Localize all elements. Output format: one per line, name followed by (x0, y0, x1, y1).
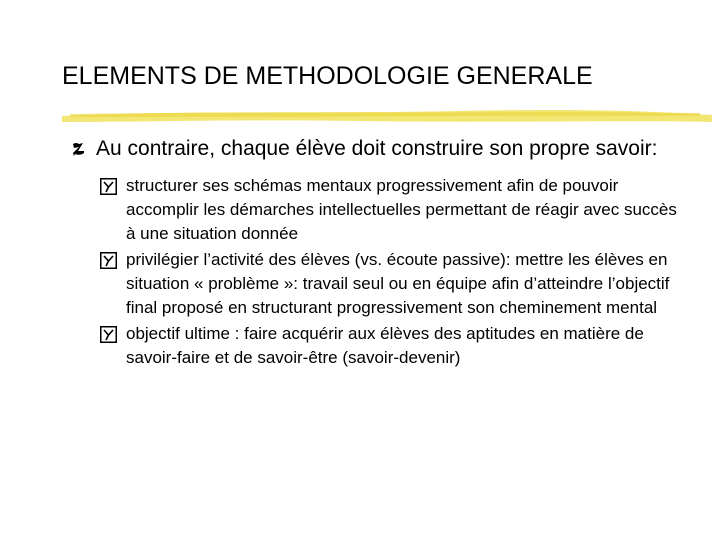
sub-bullet (100, 248, 690, 320)
main-bullet (70, 136, 690, 162)
sub-bullet-text: structurer ses schémas mentaux progressivement afin de pouvoir accomplir les démarches intellectuelles permettant de réagir avec succès à une situation donnée (126, 176, 677, 243)
sub-bullet (100, 322, 690, 370)
y-box-bullet-icon (100, 326, 117, 343)
sub-bullet-text: objectif ultime : faire acquérir aux élèves des aptitudes en matière de savoir-faire et de savoir-être (savoir-devenir) (126, 324, 644, 367)
slide-title: ELEMENTS DE METHODOLOGIE GENERALE (62, 62, 593, 90)
sub-bullet-list (70, 174, 690, 370)
title-underline-brushstroke (60, 102, 715, 128)
y-box-bullet-icon (100, 178, 117, 195)
main-bullet-block (70, 136, 690, 372)
z-shape-bullet-icon (70, 140, 88, 160)
sub-bullet (100, 174, 690, 246)
y-box-bullet-icon (100, 252, 117, 269)
sub-bullet-text: privilégier l’activité des élèves (vs. écoute passive): mettre les élèves en situation « problème »: travail seul ou en équipe afin d’atteindre l’objectif final proposé en structurant progressivement son cheminement mental (126, 250, 670, 317)
main-bullet-text: Au contraire, chaque élève doit construire son propre savoir: (96, 137, 658, 160)
